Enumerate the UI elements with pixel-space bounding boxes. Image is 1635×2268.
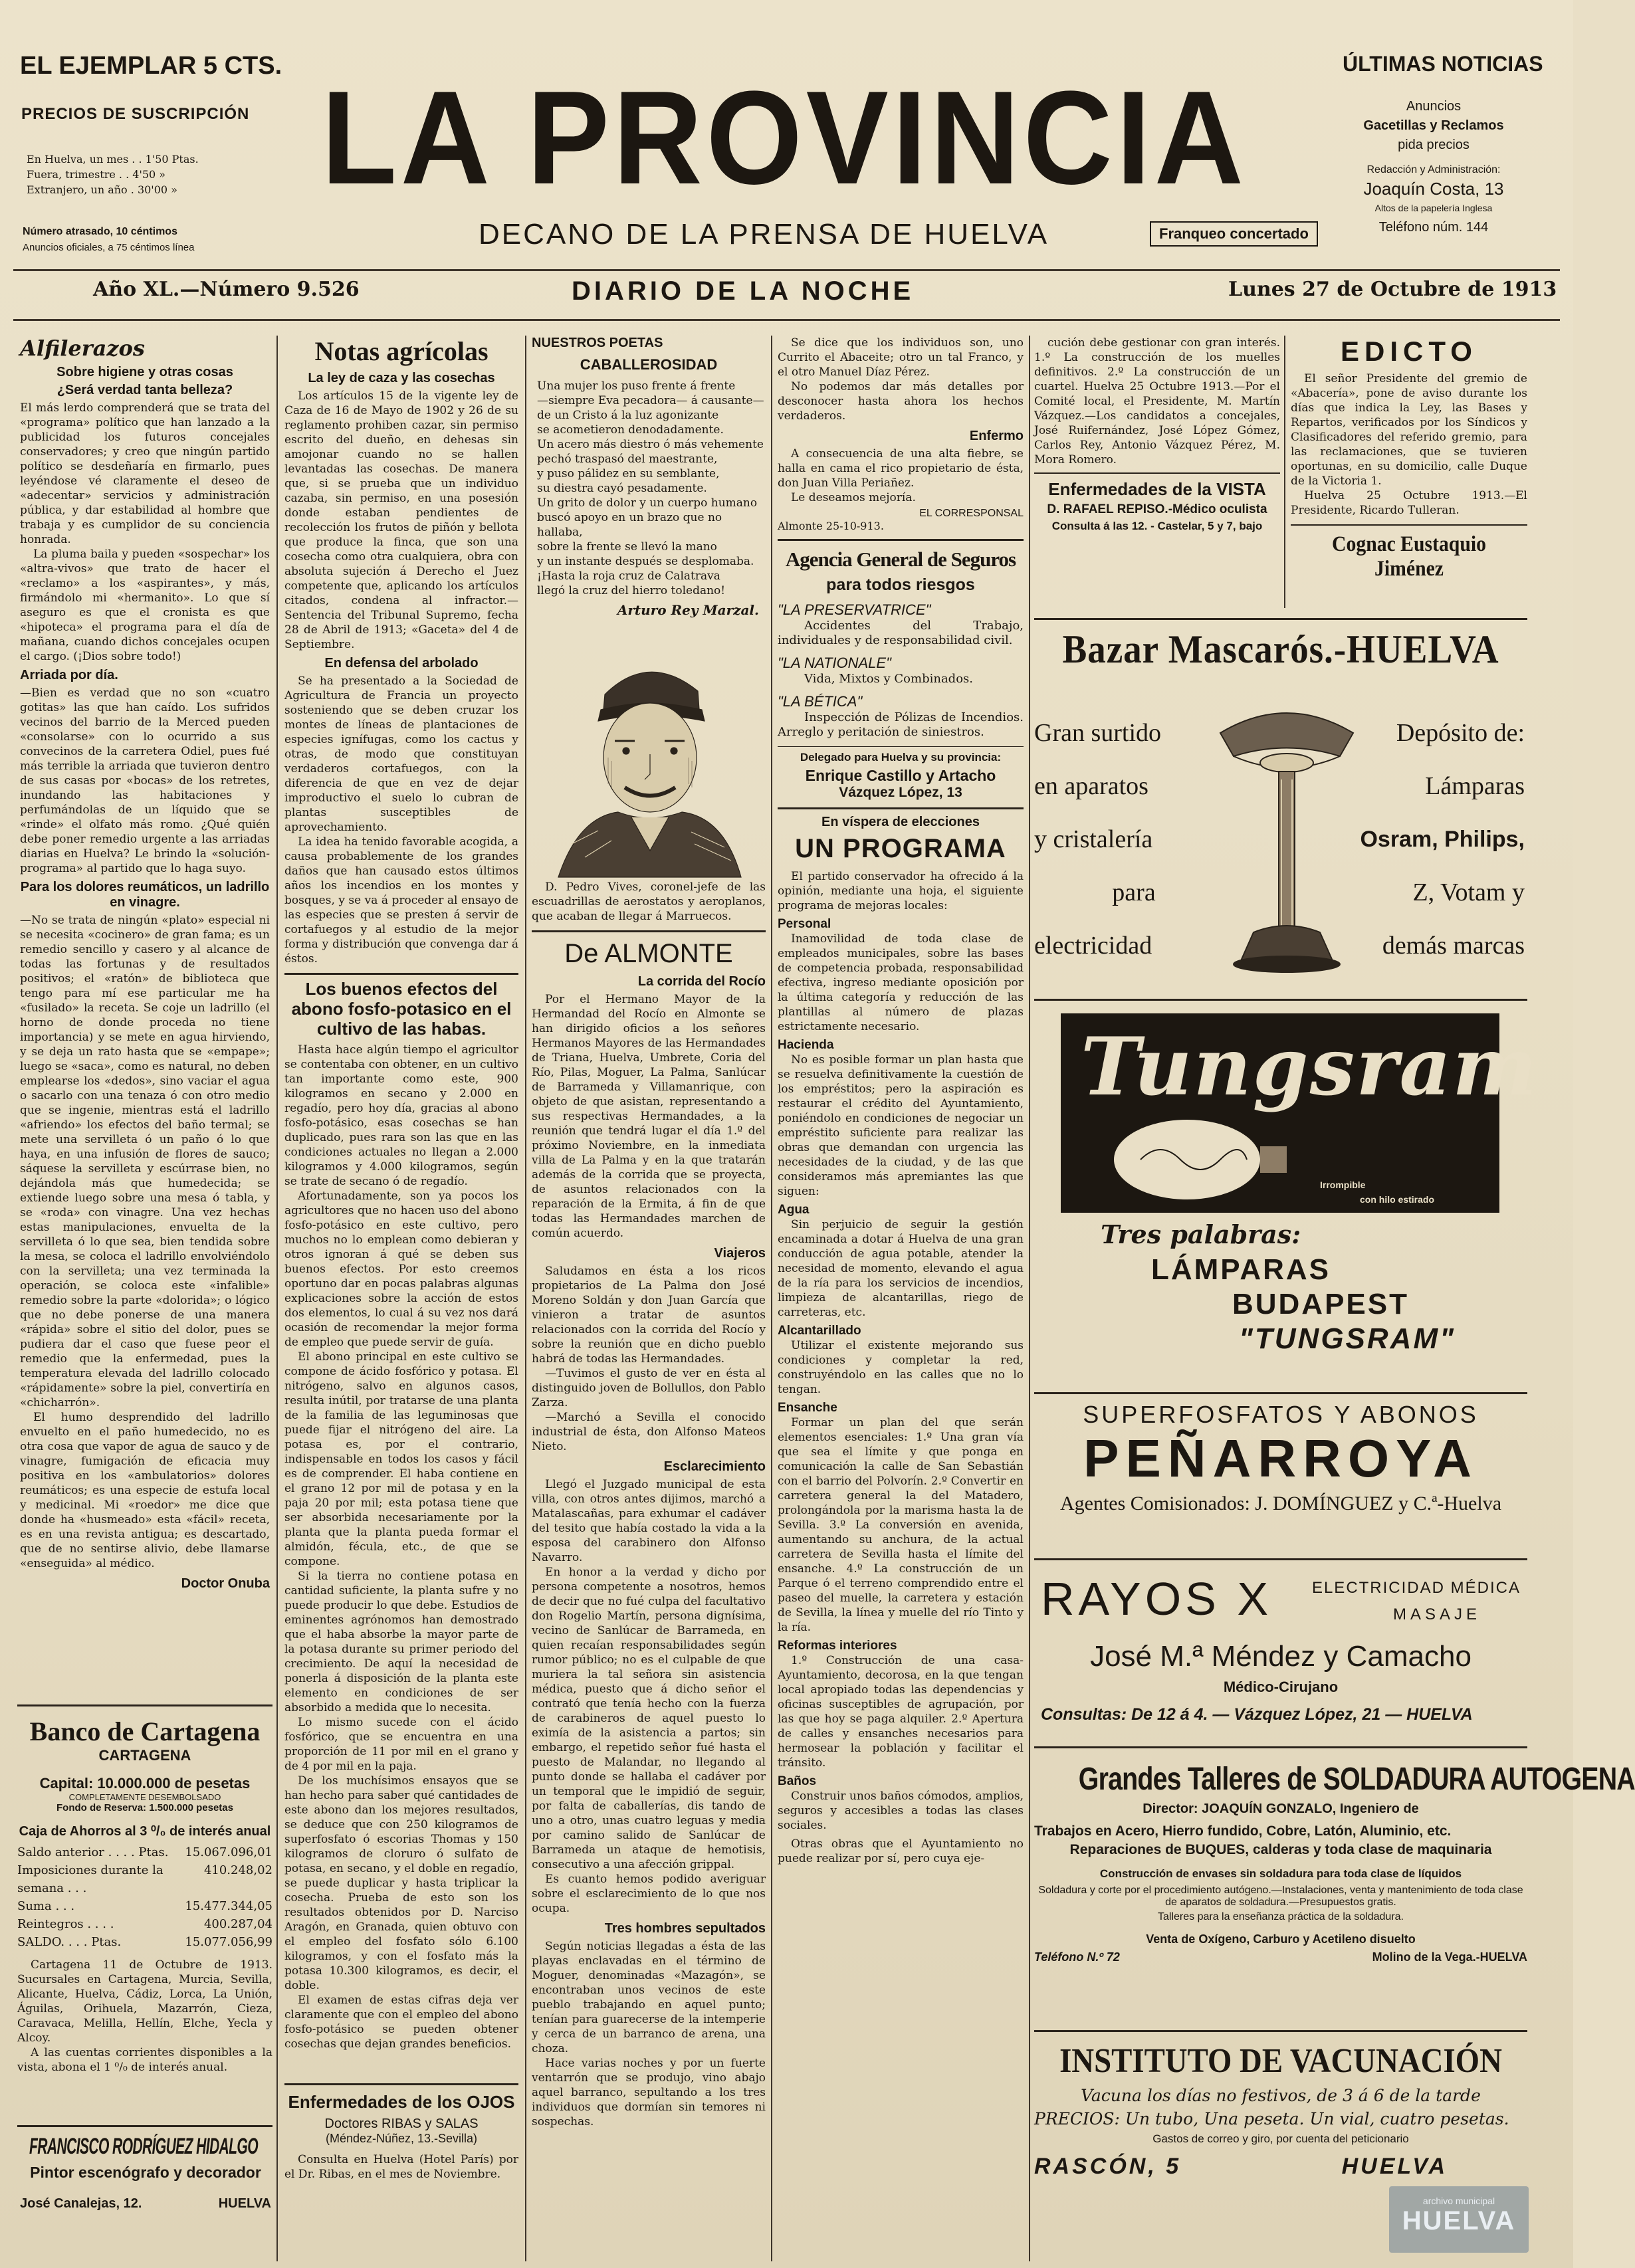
bulb-icon (1101, 1106, 1300, 1213)
bank-capital: Capital: 10.000.000 de pesetas (39, 1775, 251, 1792)
correspondent: EL CORRESPONSAL (919, 508, 1024, 519)
bank-reserve: Fondo de Reserva: 1.500.000 pesetas (56, 1802, 233, 1813)
election-kicker: En víspera de elecciones (821, 815, 980, 829)
archive-stamp (1389, 2186, 1529, 2253)
rayos-ad (1034, 1558, 1527, 1748)
poem-line: sobre la frente se llevó la mano (537, 540, 717, 554)
right-info-line: Gacetillas y Reclamos (1363, 118, 1504, 133)
eye-ad-address: (Méndez-Núñez, 13.-Sevilla) (325, 2132, 478, 2145)
issue-number: Año XL.—Número 9.526 (93, 278, 360, 301)
insurer-desc: Accidentes del Trabajo, individuales y de responsabilidad civil. (778, 619, 1024, 647)
insurance-item (778, 655, 1024, 686)
edicto-title: EDICTO (1341, 336, 1477, 367)
lamp-illustration (1207, 693, 1366, 979)
poem-line: buscó apoyo en un brazo que no hallaba, (537, 511, 722, 539)
section-title: Agua (778, 1203, 810, 1217)
eye-ad-text: Consulta en Huelva (Hotel París) por el Dr. Ribas, en el mes de Noviembre. (284, 2153, 518, 2181)
talleres-line: Reparaciones de BUQUES, calderas y toda clase de maquinaria (1069, 1842, 1492, 1857)
right-info-line: Joaquín Costa, 13 (1363, 179, 1504, 199)
bank-table (17, 1843, 272, 1951)
bazar-line: Z, Votam y (1412, 878, 1525, 906)
talleres-director: Director: JOAQUÍN GONZALO, Ingeniero de (1143, 1802, 1419, 1816)
table-row (17, 1933, 272, 1951)
penarroya-agents: Agentes Comisionados: J. DOMÍNGUEZ y C.ª-Huelva (1059, 1493, 1502, 1514)
vista-doctor: D. RAFAEL REPISO.-Médico oculista (1047, 502, 1267, 516)
portrait-caption: D. Pedro Vives, coronel-jefe de las escuadrillas de aerostatos y aeroplanos, que acaban de llegar á Marruecos. (532, 880, 766, 923)
newspaper-title: LA PROVINCIA (321, 64, 1248, 212)
bank-caja: Caja de Ahorros al 3 ⁰/₀ de interés anual (19, 1824, 271, 1839)
bazar-right (1345, 706, 1525, 972)
table-row (17, 1915, 272, 1933)
signature: Doctor Onuba (181, 1576, 270, 1591)
paragraph: Hasta hace algún tiempo el agricultor se contentaba con obtener, en un cultivo tan importante como este, 900 kilogramos en secano y 2.000 en regadío, pero hoy día, gracias al abono fosfo-potásico, esas cosechas se han duplicado, pues rara son las que en las condiciones actuales no llegan a 2.000 kilogramos y 4.000 kilogramos, según se trate de secano ó de regadío. (284, 1043, 518, 1188)
subscription-line: Fuera, trimestre . . 4'50 » (27, 168, 166, 181)
row-label: Reintegros . . . . (17, 1917, 114, 1931)
paragraph: El examen de estas cifras deja ver claramente que con el empleo del abono fosfo-potásico se pueden obtener cosechas que dejan grandes beneficios. (284, 1994, 518, 2051)
newspaper-subtitle: DECANO DE LA PRENSA DE HUELVA (479, 218, 1049, 251)
bazar-line: demás marcas (1382, 932, 1525, 960)
right-info (1337, 97, 1530, 237)
column-rule (1284, 336, 1285, 608)
painter-address-row (20, 2196, 271, 2212)
insurance-address: Vázquez López, 13 (839, 785, 962, 800)
talleres-phone: Teléfono N.º 72 (1034, 1950, 1120, 1964)
bazar-line: electricidad (1034, 932, 1152, 960)
issue-date: Lunes 27 de Octubre de 1913 (1228, 278, 1557, 301)
tungsram-line: LÁMPARAS (1150, 1253, 1331, 1286)
paragraph: De los muchísimos ensayos que se han hecho para saber qué cantidades de este abono dan los mejores resultados, se deduce que con 250 kilogramos de superfosfato ó escorias Thomas y 150 kilogramos de cloruro ó sulfato de potasa, en secano, y el doble en regadío, se puede duplicar y hasta triplicar la cosecha. Prueba de esto son los resultados obtenidos por D. Narciso Aragón, en Granada, quien obtuvo con el empleo del fosfato sólo 6.100 kilogramos, y con el fosfato más la potasa 10.300 kilogramos, es decir, el doble. (284, 1774, 518, 1992)
tungsram-note-2: con hilo estirado (1360, 1194, 1435, 1205)
poem-line: se acometieron denodadamente. (537, 423, 724, 437)
tungsram-note-1: Irrompible (1320, 1180, 1366, 1190)
right-info-line: Redacción y Administración: (1366, 164, 1501, 175)
paragraph: Se ha presentado a la Sociedad de Agricultura de Francia un proyecto sosteniendo que se deben cruzar los montes de líneas de plantaciones de especies ignífugas, como los cactus y otras, de modo que constituyan verdaderos cortafuegos, con la diferencia de que en vez de dejar improductivo el suelo lo cubran de plantas susceptibles de aprovechamiento. (284, 674, 518, 834)
section-text: Construir unos baños cómodos, amplios, seguros y accesibles a todas las clases sociales. (778, 1790, 1024, 1832)
notas-heading: Notas agrícolas (314, 336, 489, 366)
instituto-line-1: Vacuna los días no festivos, de 3 á 6 de la tarde (1081, 2086, 1481, 2105)
section-divider (532, 930, 766, 932)
talleres-line: Soldadura y corte por el procedimiento autógeno.—Instalaciones, venta y mantenimiento de toda clase de aparatos de soldadura.—Presupuestos gratis. (1038, 1885, 1523, 1908)
insurance-title: Agencia General de Seguros (785, 548, 1016, 571)
subhead: Para los dolores reumáticos, un ladrillo en vinagre. (20, 880, 270, 910)
notices-rate: Anuncios oficiales, a 75 céntimos línea (23, 242, 195, 253)
talleres-line: Talleres para la enseñanza práctica de la soldadura. (1157, 1911, 1404, 1922)
paragraph: La idea ha tenido favorable acogida, a causa probablemente de los grandes daños que han causado estos últimos años los incendios en los montes y bosques, y se va á proceder al ensayo de las especies que se presten á servir de cortafuegos y al estudio de la mejor forma y distribución que convenga dar á éstos. (284, 835, 518, 966)
back-issue-note: Número atrasado, 10 céntimos (23, 226, 177, 237)
painter-name: FRANCISCO RODRÍGUEZ HIDALGO (29, 2134, 258, 2159)
column-6-top (1291, 336, 1527, 581)
talleres-title: Grandes Talleres de SOLDADURA AUTOGENA (1078, 1762, 1635, 1797)
eye-ad-title: Enfermedades de los OJOS (288, 2092, 515, 2112)
paragraph: No podemos dar más detalles por desconocer hasta ahora los hechos verdaderos. (778, 380, 1024, 423)
section-text: Utilizar el existente mejorando sus condiciones y completar la red, construyéndolo en las calles que no lo tengan. (778, 1339, 1024, 1396)
price-label: EL EJEMPLAR 5 CTS. (20, 52, 282, 80)
poet-name: Arturo Rey Marzal. (617, 602, 759, 618)
section-text: Sin perjuicio de seguir la gestión encaminada a dotar á Huelva de una gran conducción de agua potable, atender la necesidad de momento, elevando el agua de la ría para los servicios de incendios, limpieza de alcantarillas, riego de carreteras, etc. (778, 1218, 1024, 1319)
paragraph: En honor a la verdad y dicho por persona competente a nosotros, hemos de decir que no fué culpa del facultativo don Rogelio Martín, persona dignísima, vecino de Sanlúcar de Barrameda, en quien recaían responsabilidades según rumor público; no es el culpable de que muriera la tal señora sin asistencia médica, puesto que á dicho señor el contrató que tenía hecho con la fuerza de carabineros de aquel puesto lo eximía de la asistencia a partos; sin embargo, el repetido señor fué hasta el puesto de Malandar, no llegando al punto donde se hallaba el cadáver por un temporal que le impidió de seguir, por falta de caballerías, dis tando de uno a otro, unas cuatro leguas y media por camino salido de Sanlúcar de Barrameda un ataque de hemotisis, consecutivo a una afección grippal. (532, 1566, 766, 1871)
article-heading: Los buenos efectos del abono fosfo-potasico en el cultivo de las habas. (291, 979, 512, 1039)
column-3 (532, 336, 766, 2129)
column-2 (284, 336, 518, 2051)
section-text: No es posible formar un plan hasta que se resuelva definitivamente la cuestión de los empréstitos; pero la aspiración es restaurar el crédito del Ayuntamiento, poniéndolo en condiciones de negociar un empréstito suficiente para realizar las obras que demandan con urgencia las necesidades de la ciudad, y de las que consideramos más apremiantes las que siguen: (778, 1053, 1024, 1198)
table-row (17, 1861, 272, 1897)
insurance-item (778, 693, 1024, 740)
penarroya-top: SUPERFOSFATOS Y ABONOS (1083, 1401, 1479, 1428)
insurer-name: "LA BÉTICA" (778, 693, 863, 710)
row-label: Imposiciones durante la semana . . . (17, 1863, 164, 1895)
subhead: En defensa del arbolado (324, 656, 479, 670)
poem-line: ¡Hasta la roja cruz de Calatrava (537, 569, 720, 583)
tungsram-line: BUDAPEST (1232, 1288, 1410, 1320)
issue-center: DIARIO DE LA NOCHE (572, 276, 915, 306)
subhead: Sobre higiene y otras cosas (56, 365, 233, 379)
talleres-line: Trabajos en Acero, Hierro fundido, Cobre, Latón, Aluminio, etc. (1034, 1823, 1452, 1839)
programa-heading: UN PROGRAMA (795, 834, 1006, 863)
insurance-delegate: Delegado para Huelva y su provincia: (800, 751, 1002, 764)
right-info-line: pida precios (1398, 138, 1470, 152)
subhead: Esclarecimiento (663, 1459, 766, 1474)
column-rule (771, 336, 772, 2261)
subhead: Tres hombres sepultados (604, 1921, 766, 1936)
bank-footer-2: A las cuentas corrientes disponibles a la vista, abona el 1 ⁰/₀ de interés anual. (17, 2046, 272, 2074)
subscription-list (27, 152, 199, 197)
subscription-title: PRECIOS DE SUSCRIPCIÓN (21, 105, 250, 123)
section-title: Alcantarillado (778, 1324, 861, 1338)
rayos-right-1: ELECTRICIDAD MÉDICA (1311, 1579, 1521, 1597)
section-text: Inamovilidad de toda clase de empleados municipales, sobre las bases de competencia probada, responsabilidad efectiva, ingreso mediante oposición por la última categoría y reducción de las plantillas al número de plazas estrictamente necesario. (778, 932, 1024, 1033)
bank-desembolsado: COMPLETAMENTE DESEMBOLSADO (68, 1792, 221, 1802)
bank-title: Banco de Cartagena (29, 1716, 261, 1746)
poem-line: Un acero más diestro ó más vehemente (537, 438, 764, 451)
portrait-illustration (532, 625, 766, 877)
programa-sections (778, 917, 1024, 1833)
paragraph: El más lerdo comprenderá que se trata del «programa» político que han lanzado a la publicidad los futuros concejales conservadores; y creo que ningún partido político se desdeñaría en firmarlo, pues leyéndose vé claramente el deseo de «adecentar» servicios y administración pública, y dar estabilidad al hombre que trabaja y es cumplidor de su conciencia honrada. (20, 401, 270, 546)
column-1 (20, 336, 270, 1594)
poem-line: Un grito de dolor y un cuerpo humano (537, 496, 758, 510)
tungsram-tag: Tres palabras: (1101, 1219, 1301, 1249)
paragraph: —Tuvimos el gusto de ver en ésta al distinguido joven de Bollullos, don Pablo Zarza. (532, 1367, 766, 1409)
paragraph: El abono principal en este cultivo se compone de ácido fosfórico y potasa. El nitrógeno, salvo en algunos casos, resulta inútil, por tratarse de una planta de la familia de las leguminosas que puede fijar el nitrógeno del aire. La potasa es, por el contrario, indispensable en todos los casos y fácil es de comprender. El haba contiene en el grano 12 por mil de potasa y en la paja 20 por mil; esta potasa tiene que ser absorbida necesariamente por la planta que la planta pueda formar el almidón, fécula, etc., de que se compone. (284, 1350, 518, 1568)
rayos-role: Médico-Cirujano (1223, 1679, 1339, 1695)
paragraph: Llegó el Juzgado municipal de esta villa, con otros antes dijimos, marchó a Matalascañas, para exhumar el cadáver del tesito que había costado la vida a la esposa del carabinero don Alfonso Navarro. (532, 1478, 766, 1564)
poem-line: llegó la cruz del hierro toledano! (537, 584, 726, 597)
masthead-rule-top (13, 269, 1560, 271)
bazar-title: Bazar Mascarós.-HUELVA (1062, 627, 1499, 671)
bank-city: CARTAGENA (98, 1747, 191, 1764)
table-row (17, 1897, 272, 1915)
insurer-desc: Inspección de Pólizas de Incendios. Arreglo y peritación de siniestros. (778, 710, 1024, 739)
section-title: Personal (778, 917, 831, 931)
paragraph: A consecuencia de una alta fiebre, se halla en cama el rico propietario de ésta, don Juan Villa Periañez. (778, 447, 1024, 490)
subhead: La corrida del Rocío (637, 974, 766, 989)
bazar-line: Osram, Philips, (1360, 827, 1525, 852)
paragraph: —Bien es verdad que no son «cuatro gotitas» las que han caído. Los sufridos vecinos del barrio de la Merced pueden «consolarse» con lo ocurrido a sus convecinos de la carretera Odiel, pues fué más terrible la arriada que tuvieron dentro de sus casas por «bocas» de los retretes, inundando las habitaciones y perfumándolas de un líquido que se «rinde» el olfato más romo. ¿Qué quién debe poner remedio urgente a las arriadas diarias en Huelva? Le brindo la «solución-programa» al partido que lo haga suyo. (20, 686, 270, 875)
row-value: 400.287,04 (203, 1917, 272, 1931)
paragraph: Otras obras que el Ayuntamiento no puede realizar por sí, pero cuya eje- (778, 1837, 1024, 1865)
right-info-line: Anuncios (1406, 99, 1462, 114)
paragraph: La pluma baila y pueden «sospechar» los «altra-vivos» que trato de hacer el «reclamo» a los «aspirantes», y más, firmándolo mi «hermanito». Lo que sí aseguro es que el cronista es que «hipoteca» el programa para el día de mañana, cuando dichos concejales ocupen el cargo. (¡Dios sobre todo!) (20, 548, 270, 663)
bazar-line: Depósito de: (1396, 719, 1525, 747)
subscription-line: Extranjero, un año . 30'00 » (27, 183, 177, 196)
paragraph: —No se trata de ningún «plato» especial ni se necesita «cocinero» de gran fama; es un remedio sencillo y casero y al alcance de todas las fortunas y de resultados positivos; el «ratón» de biblioteca que tengo para mí ese particular me ha «fusilado» la receta. Se coje un ladrillo (el horno de donde proceda no tiene importancia) y se mete en agua hirviendo, y se deja un rato hasta que se «empape»; luego se «saca», como es natural, no deben emplearse los «dedos», sino vaciar el agua o sacarlo con una tenaza ó con otro medio que se ingenie, mientras está el ladrillo «afriendo» los efectos del baño termal; se mete una servilleta ó un paño ó lo que haya, en una infusión de flores de sauco; sáquese la servilleta y escúrrase bien, no dejándola más que humedecida; se extiende luego sobre una mesa ó tabla, y se «roda» con vinagre. Una vez hechas estas manipulaciones, envuelta de la servilleta ó lo que sea, bien tendida sobre la mesa, se coloca el ladrillo envolviéndolo con la servilleta; una vez terminada la operación, se coloca este «infalible» remedio sobre la parte «dolorida»; o lógico que no debe ponerse de una manera «rápida» sobre el sitio del dolor, pues se pudiera dar el caso que fuese peor el remedio que la enfermedad, pues la temperatura elevada del ladrillo colocado «rápidamente» sobre la piel, convertiría en «chicharrón». (20, 914, 270, 1409)
instituto-line-2: PRECIOS: Un tubo, Una peseta. Un vial, cuatro pesetas. (1034, 2109, 1509, 2128)
painter-role: Pintor escenógrafo y decorador (30, 2164, 261, 2181)
tungsram-line: "TUNGSRAM" (1239, 1322, 1456, 1355)
row-label: Suma . . . (17, 1899, 75, 1913)
paragraph: El partido conservador ha ofrecido á la opinión, mediante una hoja, el siguiente programa de mejoras locales: (778, 870, 1024, 912)
subhead: ¿Será verdad tanta belleza? (56, 383, 233, 397)
rayos-doctor: José M.ª Méndez y Camacho (1090, 1640, 1472, 1673)
paragraph: cución debe gestionar con gran interés. 1.º La construcción de los muelles definitivos. 2.º La construcción de un cuartel. Huelva 25 Octubre 1913.—Por el Comité local, el Presidente, M. Martín Vázquez.—Los candidatos a concejales, José Ruifernández, José López Gómez, Carlos Rey, Antonio Vázquez Pérez, M. Mora Romero. (1034, 336, 1280, 466)
paragraph: Según noticias llegadas a ésta de las playas enclavadas en el término de Moguer, denominadas «Mazagón», se encontraban unos vecinos de este pueblo trabajando en aquel punto; tenían para guarecerse de la intemperie y cerca de un barranco de arena, una choza. (532, 1940, 766, 2055)
painter-city: HUELVA (218, 2196, 271, 2211)
poem-line: pechó traspasó del maestrante, (537, 453, 718, 466)
bazar-line: y cristalería (1034, 825, 1153, 853)
cognac-ad: Cognac Eustaquio Jiménez (1332, 532, 1486, 581)
right-info-line: Altos de la papelería Inglesa (1374, 203, 1493, 213)
subscription-line: En Huelva, un mes . . 1'50 Ptas. (27, 153, 199, 165)
insurer-name: "LA PRESERVATRICE" (778, 601, 931, 618)
talleres-line: Construcción de envases sin soldadura para toda clase de líquidos (1099, 1867, 1462, 1880)
insurance-sub: para todos riesgos (826, 575, 975, 594)
section-title: Reformas interiores (778, 1639, 897, 1653)
bazar-line: para (1112, 878, 1156, 906)
stamp-line-1: archivo municipal (1422, 2196, 1495, 2206)
last-news-label: ÚLTIMAS NOTICIAS (1343, 52, 1543, 76)
painter-address: José Canalejas, 12. (20, 2196, 142, 2211)
franqueo-box: Franqueo concertado (1150, 221, 1318, 247)
poem-line: y un instante después se desplomaba. (537, 555, 754, 568)
tungsram-lines (1034, 1253, 1527, 1356)
edicto-date: Huelva 25 Octubre 1913.—El Presidente, Ricardo Tulleran. (1291, 489, 1527, 517)
row-value: 15.067.096,01 (185, 1845, 272, 1859)
poem-line: —siempre Eva pecadora— á causante— (537, 394, 764, 407)
bazar-line: Lámparas (1425, 772, 1525, 800)
tungsram-brand: Tungsram (1081, 1020, 1539, 1114)
column-rule (525, 336, 526, 2261)
poem-line: y puso pálidez en su semblante, (537, 467, 720, 480)
instituto-footer (1034, 2154, 1527, 2180)
column-5-top (1034, 336, 1280, 533)
subhead: La ley de caza y las cosechas (308, 371, 495, 385)
section-title: Hacienda (778, 1038, 834, 1052)
insurance-name: Enrique Castillo y Artacho (805, 767, 996, 784)
bank-footer: Cartagena 11 de Octubre de 1913. Sucursales en Cartagena, Murcia, Sevilla, Alicante, Huelva, Cádiz, Lorca, La Unión, Águilas, Orihuela, Mazarrón, Cieza, Caravaca, Melilla, Hellín, Elche, Yecla y Alcoy. (17, 1958, 272, 2045)
talleres-footer (1034, 1950, 1527, 1964)
subhead: Arriada por día. (20, 668, 118, 682)
column-rule (276, 336, 278, 2261)
paragraph: Por el Hermano Mayor de la Hermandad del Rocío en Almonte se han dirigido oficios a los señores Hermanos Mayores de las Hermandades de Triana, Huelva, Umbrete, Coria del Río, Pilas, Moguer, La Palma, Sanlúcar de Barrameda y Villamanrique, con objeto de que asistan, representando a sus respectivas Hermandades, a la reunión que tendrá lugar el día 1.º del próximo Noviembre, en la inmediata villa de La Palma y en la que tratarán además de la corrida que se proyecta, de asuntos relacionados con la reparación de la Ermita, á fin de que todas las Hermandades marchen de común acuerdo. (532, 993, 766, 1240)
rayos-hours: Consultas: De 12 á 4. — Vázquez López, 21 — HUELVA (1041, 1705, 1473, 1724)
section-title: Baños (778, 1774, 817, 1788)
poem-line: su diestra cayó pesadamente. (537, 482, 707, 495)
bank-ad (17, 1704, 272, 2127)
painter-ad (20, 2133, 271, 2212)
insurance-ad (778, 539, 1024, 809)
masthead-rule-bottom (13, 319, 1560, 321)
right-info-line: Teléfono núm. 144 (1378, 220, 1489, 235)
bazar-line: en aparatos (1034, 772, 1148, 800)
tungsram-ad (1034, 1000, 1539, 1355)
column-rule (1029, 336, 1030, 2261)
dateline: Almonte 25-10-913. (778, 520, 884, 532)
edicto-text: El señor Presidente del gremio de «Abacería», pone de aviso durante los días que indica la Ley, las Bases y Repartos, verificados por los Síndicos y Clasificadores del referido gremio, para las reclamaciones, que se tuvieren oportunas, en su domicilio, calle Duque de la Victoria 1. (1291, 372, 1527, 488)
poem-title: CABALLEROSIDAD (580, 356, 718, 373)
rayos-title: RAYOS X (1041, 1573, 1273, 1625)
insurance-item (778, 601, 1024, 648)
poem (532, 379, 766, 598)
talleres-line: Venta de Oxígeno, Carburo y Acetileno disuelto (1146, 1932, 1416, 1946)
bazar-ad (1034, 618, 1527, 1001)
poets-kicker: NUESTROS POETAS (532, 336, 663, 350)
talleres-mill: Molino de la Vega.-HUELVA (1372, 1950, 1527, 1964)
poem-line: de un Cristo á la luz agonizante (537, 409, 719, 422)
paragraph: Los artículos 15 de la vigente ley de Caza de 16 de Mayo de 1902 y 26 de su reglamento prohiben cazar, sin permiso escrito del dueño, en dehesas sin amojonar cuando no se hallen levantadas las cosechas. De manera que, si se prueba que un individuo cazaba, sin permiso, en una posesión donde estaban pendientes de recolección los frutos de piñón y bellota que produce la finca, que son una cosecha como otra cualquiera, obra con absoluta sujeción á Derecho el Juez competente que, aplicando los artículos citados, condena al infractor.—Sentencia del Tribunal Supremo, fecha 28 de Abril de 1913; «Gaceta» del 4 de Septiembre. (284, 389, 518, 651)
paragraph: Lo mismo sucede con el ácido fosfórico, que se encuentra en una proporción de 11 por mil en el grano y de 4 por mil en la paja. (284, 1716, 518, 1773)
insurer-name: "LA NATIONALE" (778, 655, 891, 671)
column-4 (778, 336, 1024, 1866)
vista-title: Enfermedades de la VISTA (1048, 479, 1266, 499)
vista-address: Consulta á las 12. - Castelar, 5 y 7, bajo (1051, 520, 1263, 532)
paragraph: Es cuanto hemos podido averiguar sobre el esclarecimiento de lo que nos ocupa. (532, 1873, 766, 1915)
instituto-line-3: Gastos de correo y giro, por cuenta del peticionario (1152, 2132, 1409, 2145)
paragraph: El humo desprendido del ladrillo envuelto en el paño humedecido, no es otra cosa que vapor de agua de sauco y de vinagre, fumigación de eficacia muy positiva en los «ambulatorios» dolores reumáticos; es una especie de estufa local y medicinal. Mi «roedor» me dice que donde ha «husmeado» esta «fácil» receta, es en una revista antigua; es descartado, que de no sentirse alivio, debe llamarse «enseguida» al médico. (20, 1411, 270, 1570)
paragraph: Saludamos en ésta a los ricos propietarios de La Palma don José Moreno Soldán y don Juan García que vinieron a tratar de asuntos relacionados con la corrida del Rocío y sobre la reunión que en dicho pueblo habrá de todas las Hermandades. (532, 1265, 766, 1366)
paragraph: Hace varias noches y por un fuerte ventarrón que se produjo, vino abajo aquel barranco, sepultando a los tres individuos que dormían sin temores ni sospechas. (532, 2057, 766, 2128)
bazar-left (1034, 706, 1234, 972)
insurer-desc: Vida, Mixtos y Combinados. (804, 672, 973, 686)
row-label: Saldo anterior . . . . Ptas. (17, 1845, 169, 1859)
penarroya-ad (1034, 1392, 1527, 1550)
section-text: 1.º Construcción de una casa-Ayuntamiento, decorosa, en la que tengan local apropiado todas las dependencias y oficinas susceptibles de agrupación, por las que hoy se paga alquiler. 2.º Apertura de calles y ensanches necesarios para hermosear la población y facilitar el tránsito. (778, 1654, 1024, 1770)
subhead: Viajeros (714, 1246, 766, 1261)
penarroya-name: PEÑARROYA (1083, 1429, 1478, 1488)
paragraph: —Marchó a Sevilla el conocido industrial de ésta, don Alfonso Mateos Nieto. (532, 1411, 766, 1453)
talleres-ad (1034, 1754, 1635, 2020)
paragraph: Le deseamos mejoría. (791, 491, 916, 504)
poem-line: Una mujer los puso frente á frente (537, 379, 736, 393)
row-value: 15.077.056,99 (185, 1935, 272, 1949)
tungsram-banner (1061, 1013, 1539, 1213)
alfilerazos-heading: Alfilerazos (20, 336, 145, 361)
bazar-line: Gran surtido (1034, 719, 1162, 747)
subhead: Enfermo (969, 429, 1024, 443)
paragraph: Si la tierra no contiene potasa en cantidad suficiente, la planta sufre y no puede producir lo que debe. Estudios de eminentes agrónomos han demostrado que el haba absorbe la mayor parte de la potasa durante su primer periodo del crecimiento. De aquí la necesidad de ponerla á disposición de la planta este elemento en condiciones de ser absorbido a medida que lo necesita. (284, 1570, 518, 1714)
paragraph: Afortunadamente, son ya pocos los agricultores que no hacen uso del abono fosfo-potásico en este cultivo, pero muchos no lo emplean como debieran y otros ignoran á qué se deben sus buenos efectos. Por esto creemos oportuno dar en pocas palabras algunas explicaciones sobre la acción de estos dos elementos, lo cual á su vez nos dará ocasión de recomendar la mejor forma de empleo que puede servir de guía. (284, 1189, 518, 1349)
row-label: SALDO. . . . Ptas. (17, 1935, 122, 1949)
section-divider (284, 973, 518, 975)
stamp-line-2: HUELVA (1402, 2206, 1516, 2235)
table-row (17, 1843, 272, 1861)
instituto-address: RASCÓN, 5 (1034, 2154, 1182, 2179)
eye-doctor-ad (284, 2083, 518, 2182)
paragraph: Se dice que los individuos son, uno Currito el Abaceite; otro un tal Franco, y el otro Manuel Díaz Pérez. (778, 336, 1024, 379)
eye-ad-doctors: Doctores RIBAS y SALAS (324, 2116, 479, 2131)
section-title: Ensanche (778, 1401, 837, 1415)
section-text: Formar un plan del que serán elementos esenciales: 1.º Una gran vía que sea el límite y que ponga en comunicación la calle de San Sebastián con el barrio del Polvorín. 2.º Convertir en carretera general la del Matadero, prolongándola por la marisma hasta la de Sevilla. 3.º La conversión en avenida, aumentando su anchura, de la actual carretera de Sevilla hasta el límite del ensanche. 4.º La construcción de un Parque ó el terreno comprendido entre el paseo del muelle, la carretera y estación de Sevilla, la línea y muelle del río Tinto y la ría. (778, 1416, 1024, 1634)
instituto-city: HUELVA (1341, 2154, 1448, 2179)
row-value: 15.477.344,05 (185, 1899, 272, 1913)
almonte-heading: De ALMONTE (564, 939, 733, 968)
rayos-right-2: MASAJE (1392, 1605, 1481, 1623)
instituto-title: INSTITUTO DE VACUNACIÓN (1059, 2042, 1502, 2080)
row-value: 410.248,02 (203, 1863, 272, 1877)
